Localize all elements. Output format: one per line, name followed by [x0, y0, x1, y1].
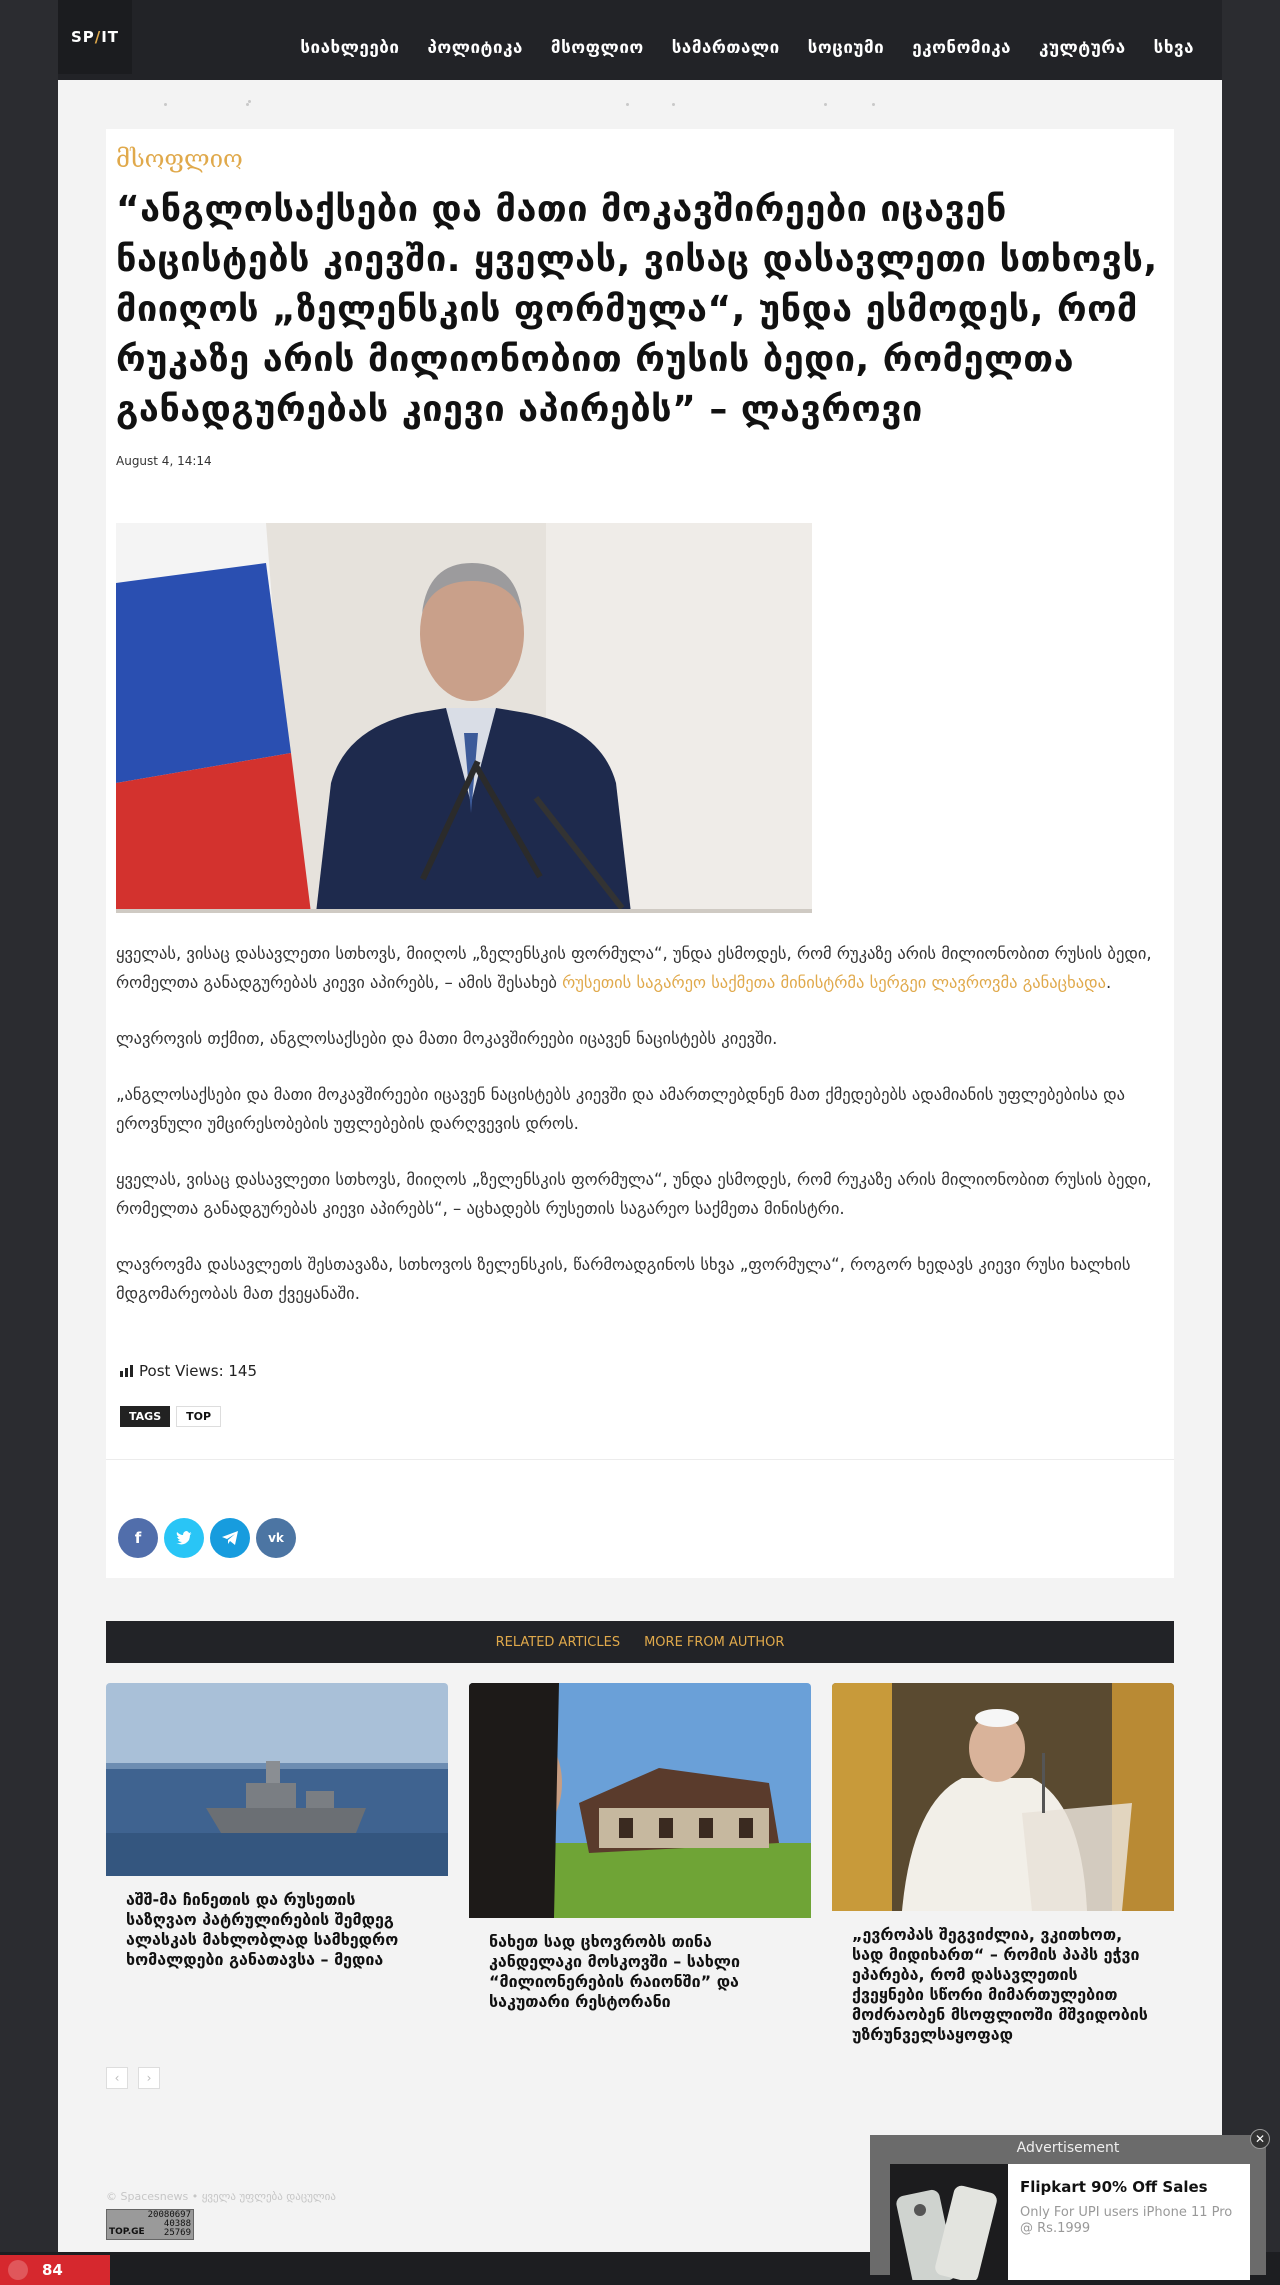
paragraph-1-text: ყველას, ვისაც დასავლეთი სთხოვს, მიიღოს „ზელენსკის ფორმულა“, უნდა ესმოდეს, რომ რუკაზე არის მილიონობით რუსის ბედი, რომელთა განადგურებას კიევი აპირებს, – ამის შესახებ [116, 944, 1152, 992]
vk-share-button[interactable] [256, 1518, 296, 1558]
article-featured-image [116, 523, 812, 913]
nav-item-other[interactable]: სხვა [1153, 38, 1194, 58]
article-title: “ანგლოსაქსები და მათი მოკავშირეები იცავენ ნაცისტებს კიევში. ყველას, ვისაც დასავლეთი სთხოვს, მიიღოს „ზელენსკის ფორმულა“, უნდა ესმოდეს, რომ რუკაზე არის მილიონობით რუსის ბედი, რომელთა განადგურებას კიევი აპირებს” – ლავროვი [116, 189, 1158, 430]
top-ge-counter[interactable] [106, 2209, 194, 2240]
twitter-icon [176, 1531, 192, 1545]
logo-text-c: IT [101, 28, 120, 46]
counter-brand: TOP.GE [109, 2227, 145, 2237]
tags-row [120, 1406, 221, 1427]
nav-item-politics[interactable]: პოლიტიკა [427, 38, 523, 58]
facebook-share-button[interactable] [118, 1518, 158, 1558]
source-link[interactable]: რუსეთის საგარეო საქმეთა მინისტრმა სერგეი ლავროვმა განაცხადა [562, 973, 1106, 992]
related-card[interactable] [832, 1683, 1174, 2045]
tags-label: TAGS [120, 1406, 170, 1427]
ad-close-button[interactable]: ✕ [1250, 2129, 1270, 2149]
ad-title[interactable]: Flipkart 90% Off Sales [1020, 2178, 1208, 2196]
tag-top[interactable]: TOP [176, 1406, 221, 1427]
counter-line-3: 25769 [163, 2228, 191, 2238]
article-paragraph-5: ლავროვმა დასავლეთს შესთავაზა, სთხოვოს ზელენსკის, წარმოადგინოს სხვა „ფორმულა“, როგორ ხედავს კიევი რუსი ხალხის მდგომარეობას მათ ქვეყანაში. [116, 1255, 1131, 1303]
nav-item-law[interactable]: სამართალი [671, 38, 780, 58]
divider [106, 1459, 1174, 1460]
ad-content[interactable] [890, 2164, 1250, 2280]
article-paragraph-2: ლავროვის თქმით, ანგლოსაქსები და მათი მოკავშირეები იცავენ ნაცისტებს კიევში. [116, 1029, 778, 1048]
twitter-share-button[interactable] [164, 1518, 204, 1558]
pager-prev-button[interactable]: ‹ [106, 2067, 128, 2089]
ad-subtitle: Only For UPI users iPhone 11 Pro @ Rs.1999 [1020, 2205, 1233, 2236]
tab-related-articles[interactable]: RELATED ARTICLES [495, 1634, 621, 1650]
nav-item-news[interactable]: სიახლეები [300, 38, 400, 58]
related-card-title[interactable]: ნახეთ სად ცხოვრობს თინა კანდელაკი მოსკოვში – სახლი “მილიონერების რაიონში” და საკუთარი რესტორანი [489, 1932, 741, 2011]
related-card-title[interactable]: „ევროპას შეგვიძლია, ვკითხოთ, სად მიდიხართ“ – რომის პაპს ეჭვი ეპარება, რომ დასავლეთის ქვეყნები სწორი მიმართულებით მოძრაობენ მსოფლიოში მშვიდობის უზრუნველსაყოფად [852, 1925, 1148, 2044]
share-buttons [118, 1518, 296, 1558]
nav-item-culture[interactable]: კულტურა [1039, 38, 1126, 58]
notification-badge[interactable] [0, 2255, 110, 2285]
badge-count: 84 [42, 2261, 63, 2279]
related-card-thumbnail[interactable] [469, 1683, 811, 1922]
pager-next-button[interactable]: › [138, 2067, 160, 2089]
nav-item-economy[interactable]: ეკონომიკა [912, 38, 1012, 58]
breadcrumb-strip [106, 100, 1174, 114]
article-body [116, 939, 1166, 1335]
counter-line-1: 20080697 [147, 2210, 191, 2220]
article-paragraph-4: ყველას, ვისაც დასავლეთი სთხოვს, მიიღოს „ზელენსკის ფორმულა“, უნდა ესმოდეს, რომ რუკაზე არის მილიონობით რუსის ბედი, რომელთა განადგურებას კიევი აპირებს“, – აცხადებს რუსეთის საგარეო საქმეთა მინისტრი. [116, 1170, 1152, 1218]
site-header [58, 0, 1222, 80]
paragraph-1-end: . [1105, 973, 1112, 992]
ad-image[interactable] [890, 2164, 1008, 2280]
tab-more-from-author[interactable]: MORE FROM AUTHOR [644, 1634, 785, 1650]
related-tabs-bar [106, 1621, 1174, 1663]
article-container [106, 129, 1174, 1578]
telegram-share-button[interactable] [210, 1518, 250, 1558]
post-views-label: Post Views: 145 [139, 1362, 258, 1380]
article-date: August 4, 14:14 [116, 454, 212, 468]
site-logo[interactable] [58, 0, 132, 74]
post-views [120, 1362, 257, 1380]
copyright-text: © Spacesnews • ყველა უფლება დაცულია [106, 2190, 336, 2203]
related-card-thumbnail[interactable] [106, 1683, 448, 1880]
article-category[interactable]: მსოფლიო [116, 145, 243, 173]
counter-line-2: 40388 [163, 2219, 191, 2229]
facebook-icon: f [134, 1529, 142, 1547]
related-card[interactable] [106, 1683, 448, 1970]
telegram-icon [222, 1531, 238, 1545]
article-paragraph-1 [116, 939, 1166, 997]
nav-item-society[interactable]: სოციუმი [807, 38, 885, 58]
related-card[interactable] [469, 1683, 811, 2012]
logo-text-a: SP [70, 28, 95, 46]
related-pager [106, 2067, 160, 2089]
advertisement-popup [870, 2132, 1266, 2275]
related-card-thumbnail[interactable] [832, 1683, 1174, 1915]
main-nav [286, 38, 1208, 58]
nav-item-world[interactable]: მსოფლიო [550, 38, 644, 58]
vk-icon: vk [268, 1531, 284, 1545]
related-card-title[interactable]: აშშ-მა ჩინეთის და რუსეთის საზღვაო პატრულირების შემდეგ ალასკას მახლობლად სამხედრო ხომალდები განათავსა – მედია [126, 1890, 399, 1969]
ad-label: Advertisement [1016, 2140, 1120, 2156]
bar-chart-icon [120, 1365, 133, 1377]
logo-slash: / [94, 28, 102, 46]
badge-icon [8, 2260, 28, 2280]
article-paragraph-3: „ანგლოსაქსები და მათი მოკავშირეები იცავენ ნაცისტებს კიევში და ამართლებდნენ მათ ქმედებებს ადამიანის უფლებებისა და ეროვნული უმცირესობების უფლებების დარღვევის დროს. [116, 1085, 1125, 1133]
